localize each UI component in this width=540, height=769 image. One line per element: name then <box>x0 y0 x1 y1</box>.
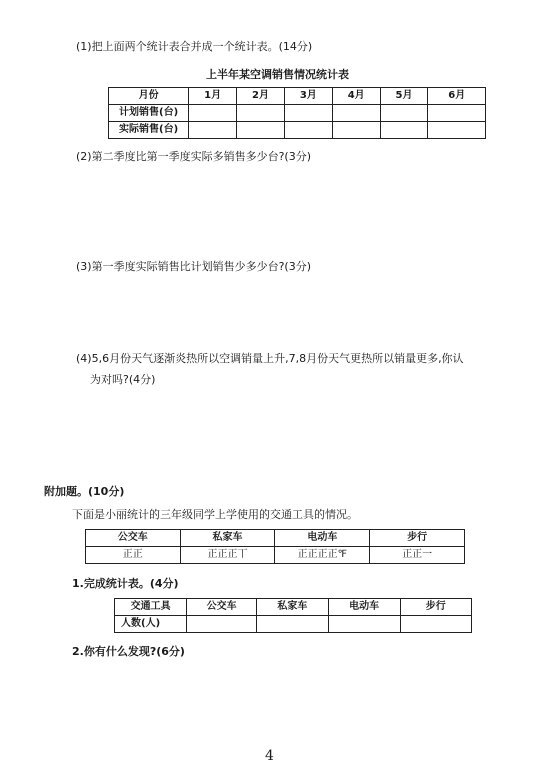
blank-cell[interactable] <box>380 122 428 139</box>
tally-cell: 正正正正℉ <box>275 547 370 564</box>
column-header: 4月 <box>332 88 380 105</box>
column-header: 私家车 <box>257 599 329 616</box>
blank-cell[interactable] <box>328 616 400 633</box>
sales-table <box>108 87 486 139</box>
column-header: 步行 <box>400 599 471 616</box>
bonus-heading: 附加题。(10分) <box>44 485 125 498</box>
column-header: 5月 <box>380 88 428 105</box>
transport-table <box>114 598 472 633</box>
row-label: 人数(人) <box>115 616 187 633</box>
blank-cell[interactable] <box>380 105 428 122</box>
table-title: 上半年某空调销售情况统计表 <box>206 68 349 81</box>
blank-cell[interactable] <box>187 616 257 633</box>
column-header: 1月 <box>189 88 237 105</box>
blank-cell[interactable] <box>332 105 380 122</box>
page-number: 4 <box>265 748 274 764</box>
column-header: 月份 <box>109 88 189 105</box>
column-header: 私家车 <box>180 530 275 547</box>
table-row <box>109 122 486 139</box>
blank-cell[interactable] <box>428 122 486 139</box>
row-label: 实际销售(台) <box>109 122 189 139</box>
bonus-intro: 下面是小丽统计的三年级同学上学使用的交通工具的情况。 <box>72 508 358 521</box>
column-header: 电动车 <box>275 530 370 547</box>
column-header: 6月 <box>428 88 486 105</box>
table-row <box>86 547 465 564</box>
question-4-line-2: 为对吗?(4分) <box>90 373 156 386</box>
blank-cell[interactable] <box>284 105 332 122</box>
tally-table <box>85 529 465 564</box>
column-header: 交通工具 <box>115 599 187 616</box>
question-2: (2)第二季度比第一季度实际多销售多少台?(3分) <box>76 150 312 163</box>
blank-cell[interactable] <box>332 122 380 139</box>
question-4-line-1: (4)5,6月份天气逐渐炎热所以空调销量上升,7,8月份天气更热所以销量更多,你认 <box>76 352 464 365</box>
column-header: 步行 <box>370 530 465 547</box>
column-header: 3月 <box>284 88 332 105</box>
blank-cell[interactable] <box>400 616 471 633</box>
tally-cell: 正正一 <box>370 547 465 564</box>
blank-cell[interactable] <box>189 122 237 139</box>
table-row <box>109 105 486 122</box>
blank-cell[interactable] <box>237 105 285 122</box>
question-1: (1)把上面两个统计表合并成一个统计表。(14分) <box>76 40 313 53</box>
tally-cell: 正正正丅 <box>180 547 275 564</box>
column-header: 公交车 <box>187 599 257 616</box>
blank-cell[interactable] <box>428 105 486 122</box>
question-3: (3)第一季度实际销售比计划销售少多少台?(3分) <box>76 260 312 273</box>
blank-cell[interactable] <box>189 105 237 122</box>
blank-cell[interactable] <box>284 122 332 139</box>
bonus-subquestion-2: 2.你有什么发现?(6分) <box>72 645 185 658</box>
column-header: 电动车 <box>328 599 400 616</box>
column-header: 公交车 <box>86 530 181 547</box>
column-header: 2月 <box>237 88 285 105</box>
table-row <box>115 616 472 633</box>
tally-cell: 正正 <box>86 547 181 564</box>
blank-cell[interactable] <box>257 616 329 633</box>
bonus-subquestion-1: 1.完成统计表。(4分) <box>72 577 179 590</box>
row-label: 计划销售(台) <box>109 105 189 122</box>
blank-cell[interactable] <box>237 122 285 139</box>
